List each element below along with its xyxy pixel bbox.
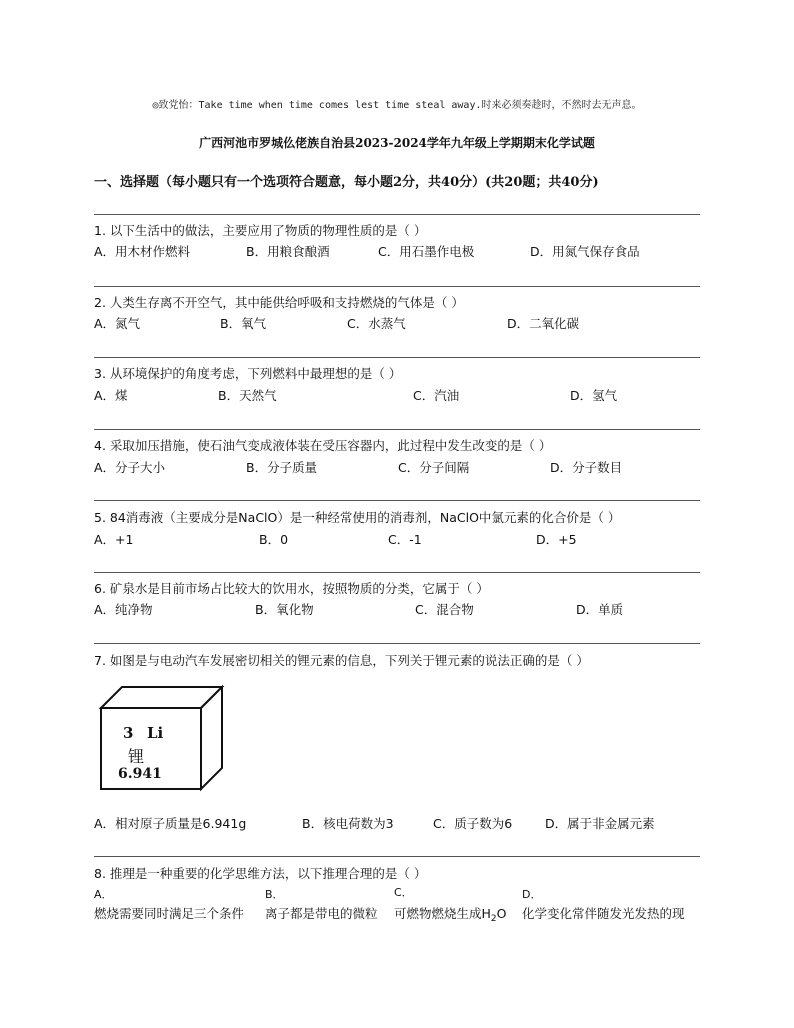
q8-option-d-letter: D． bbox=[522, 888, 542, 901]
question-5-stem: 5. 84消毒液（主要成分是NaClO）是一种经常使用的消毒剂，NaClO中氯元素的化合价是（ ） bbox=[94, 510, 621, 525]
q2-option-d: D．二氧化碳 bbox=[507, 316, 580, 331]
question-6-stem: 6. 矿泉水是目前市场占比较大的饮用水，按照物质的分类，它属于（ ） bbox=[94, 581, 489, 596]
q3-option-b: B．天然气 bbox=[218, 388, 277, 403]
divider bbox=[94, 357, 700, 358]
q3-option-a: A．煤 bbox=[94, 388, 128, 403]
question-3-stem: 3. 从环境保护的角度考虑，下列燃料中最理想的是（ ） bbox=[94, 366, 402, 381]
question-1-stem: 1. 以下生活中的做法，主要应用了物质的物理性质的是（ ） bbox=[94, 223, 427, 238]
divider bbox=[94, 214, 700, 215]
q8-option-c-subscript: 2 bbox=[490, 914, 497, 924]
q2-option-a: A．氮气 bbox=[94, 316, 141, 331]
q4-option-b: B．分子质量 bbox=[246, 460, 318, 475]
q2-option-c: C．水蒸气 bbox=[347, 316, 406, 331]
exam-title: 广西河池市罗城仫佬族自治县2023-2024学年九年级上学期期末化学试题 bbox=[199, 136, 595, 150]
q5-option-c: C．-1 bbox=[388, 532, 422, 547]
q1-option-c: C．用石墨作电极 bbox=[378, 244, 475, 259]
q4-option-d: D．分子数目 bbox=[550, 460, 623, 475]
q4-option-c: C．分子间隔 bbox=[398, 460, 470, 475]
q3-option-c: C．汽油 bbox=[413, 388, 460, 403]
question-8-stem: 8. 推理是一种重要的化学思维方法，以下推理合理的是（ ） bbox=[94, 866, 427, 881]
q6-option-b: B．氧化物 bbox=[255, 602, 314, 617]
element-name: 锂 bbox=[128, 747, 145, 766]
q8-option-b-text: 离子都是带电的微粒 bbox=[265, 906, 378, 921]
q8-option-d-text: 化学变化常伴随发光发热的现 bbox=[522, 906, 685, 921]
q8-option-c-formula-lead: 可燃物燃烧生成H bbox=[394, 906, 491, 921]
q1-option-b: B．用粮食酿酒 bbox=[246, 244, 330, 259]
page-motto: ◎致党怡：Take time when time comes lest time steal away.时来必须奏趁时，不然时去无声息。 bbox=[152, 100, 642, 111]
q5-option-a: A．+1 bbox=[94, 532, 134, 547]
q5-option-d: D．+5 bbox=[536, 532, 577, 547]
q8-option-a-letter: A． bbox=[94, 888, 113, 901]
q6-option-d: D．单质 bbox=[576, 602, 624, 617]
divider bbox=[94, 643, 700, 644]
question-7-stem: 7. 如图是与电动汽车发展密切相关的锂元素的信息，下列关于锂元素的说法正确的是（ ） bbox=[94, 653, 589, 668]
q8-option-b-letter: B． bbox=[265, 888, 284, 901]
q8-option-a-text: 燃烧需要同时满足三个条件 bbox=[94, 906, 245, 921]
divider bbox=[94, 856, 700, 857]
q6-option-a: A．纯净物 bbox=[94, 602, 153, 617]
q8-option-c-formula-tail: O bbox=[496, 906, 507, 921]
q8-option-c-text bbox=[394, 904, 506, 924]
divider bbox=[94, 572, 700, 573]
q7-option-a: A．相对原子质量是6.941g bbox=[94, 816, 247, 831]
section-heading: 一、选择题（每小题只有一个选项符合题意，每小题2分，共40分）(共20题；共40分) bbox=[94, 175, 599, 190]
element-atomic-mass: 6.941 bbox=[118, 766, 162, 782]
q1-option-d: D．用氮气保存食品 bbox=[530, 244, 640, 259]
q1-option-a: A．用木材作燃料 bbox=[94, 244, 191, 259]
q6-option-c: C．混合物 bbox=[415, 602, 474, 617]
q2-option-b: B．氧气 bbox=[220, 316, 267, 331]
question-4-stem: 4. 采取加压措施，使石油气变成液体装在受压容器内，此过程中发生改变的是（ ） bbox=[94, 438, 552, 453]
element-symbol: Li bbox=[147, 724, 164, 742]
q4-option-a: A．分子大小 bbox=[94, 460, 166, 475]
question-2-stem: 2. 人类生存离不开空气，其中能供给呼吸和支持燃烧的气体是（ ） bbox=[94, 295, 464, 310]
q7-option-d: D．属于非金属元素 bbox=[545, 816, 655, 831]
q8-option-c-letter: C． bbox=[394, 886, 413, 899]
q7-option-b: B．核电荷数为3 bbox=[302, 816, 394, 831]
q5-option-b: B．0 bbox=[259, 532, 289, 547]
divider bbox=[94, 286, 700, 287]
q3-option-d: D．氢气 bbox=[570, 388, 618, 403]
divider bbox=[94, 500, 700, 501]
lithium-element-card bbox=[98, 684, 228, 800]
q7-option-c: C．质子数为6 bbox=[433, 816, 513, 831]
element-atomic-number: 3 bbox=[123, 724, 134, 742]
divider bbox=[94, 429, 700, 430]
